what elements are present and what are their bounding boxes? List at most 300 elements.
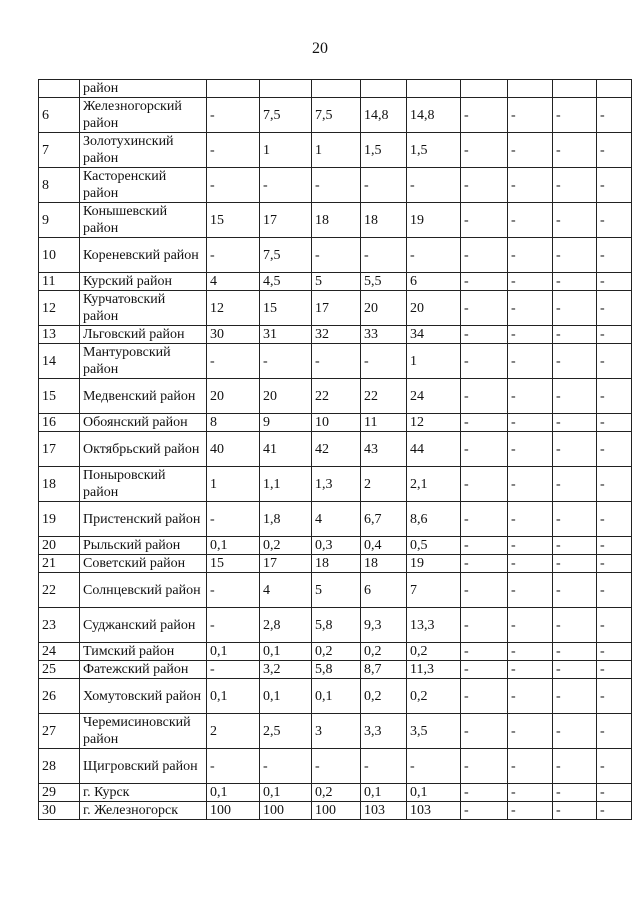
value-cell: - [553, 643, 597, 661]
value-cell: 5,5 [361, 273, 407, 291]
value-cell: 20 [361, 291, 407, 326]
value-cell: 9,3 [361, 608, 407, 643]
row-name-cell: Кореневский район [80, 238, 207, 273]
value-cell: - [312, 344, 361, 379]
value-cell: - [312, 238, 361, 273]
value-cell: 8 [207, 414, 260, 432]
row-name-cell: Солнцевский район [80, 573, 207, 608]
value-cell: - [461, 273, 508, 291]
value-cell: - [260, 749, 312, 784]
value-cell: 33 [361, 326, 407, 344]
value-cell: - [553, 98, 597, 133]
value-cell: - [508, 467, 553, 502]
table-row [39, 661, 632, 679]
value-cell: 22 [312, 379, 361, 414]
value-cell: - [461, 203, 508, 238]
table-row [39, 784, 632, 802]
value-cell: 0,2 [312, 643, 361, 661]
value-cell: - [312, 168, 361, 203]
value-cell: 0,2 [407, 679, 461, 714]
row-number-cell: 30 [39, 802, 80, 820]
value-cell: - [207, 608, 260, 643]
value-cell: - [207, 168, 260, 203]
value-cell: - [597, 414, 632, 432]
value-cell: 100 [260, 802, 312, 820]
value-cell: 18 [361, 203, 407, 238]
value-cell: - [597, 643, 632, 661]
table-cell [597, 80, 632, 98]
table-row [39, 643, 632, 661]
value-cell: 13,3 [407, 608, 461, 643]
value-cell: 18 [312, 555, 361, 573]
value-cell: - [260, 168, 312, 203]
table-row [39, 203, 632, 238]
value-cell: 0,2 [312, 784, 361, 802]
table-cell [553, 80, 597, 98]
row-number-cell: 13 [39, 326, 80, 344]
value-cell: - [597, 379, 632, 414]
value-cell: - [207, 661, 260, 679]
value-cell: 2,5 [260, 714, 312, 749]
value-cell: 0,1 [260, 643, 312, 661]
value-cell: - [361, 344, 407, 379]
value-cell: - [553, 344, 597, 379]
table-cell [508, 80, 553, 98]
row-name-cell: Льговский район [80, 326, 207, 344]
value-cell: - [553, 414, 597, 432]
row-number-cell: 27 [39, 714, 80, 749]
value-cell: 7,5 [260, 238, 312, 273]
value-cell: - [207, 98, 260, 133]
value-cell: 11,3 [407, 661, 461, 679]
value-cell: 0,1 [207, 537, 260, 555]
value-cell: - [553, 133, 597, 168]
value-cell: - [553, 784, 597, 802]
page-number: 20 [312, 40, 328, 57]
value-cell: - [508, 168, 553, 203]
value-cell: - [508, 643, 553, 661]
row-name-cell: Мантуровский район [80, 344, 207, 379]
row-name-cell: Пристенский район [80, 502, 207, 537]
row-name-cell: Хомутовский район [80, 679, 207, 714]
value-cell: - [508, 661, 553, 679]
table-row [39, 573, 632, 608]
row-name-cell: Фатежский район [80, 661, 207, 679]
value-cell: - [597, 133, 632, 168]
row-number-cell: 19 [39, 502, 80, 537]
value-cell: 19 [407, 555, 461, 573]
table-row [39, 98, 632, 133]
value-cell: - [508, 802, 553, 820]
table-cell [461, 80, 508, 98]
value-cell: 103 [361, 802, 407, 820]
value-cell: - [597, 661, 632, 679]
value-cell: 44 [407, 432, 461, 467]
value-cell: 24 [407, 379, 461, 414]
value-cell: - [597, 502, 632, 537]
value-cell: 1 [312, 133, 361, 168]
row-number-cell: 24 [39, 643, 80, 661]
table-row [39, 679, 632, 714]
value-cell: - [361, 168, 407, 203]
value-cell: - [508, 203, 553, 238]
value-cell: - [597, 168, 632, 203]
value-cell: - [260, 344, 312, 379]
row-name-cell: г. Курск [80, 784, 207, 802]
value-cell: 12 [407, 414, 461, 432]
value-cell: - [461, 326, 508, 344]
value-cell: 0,3 [312, 537, 361, 555]
value-cell: - [597, 679, 632, 714]
value-cell: 0,2 [361, 679, 407, 714]
row-name-cell: район [80, 80, 207, 98]
row-name-cell: Октябрьский район [80, 432, 207, 467]
value-cell: - [461, 714, 508, 749]
value-cell: - [461, 168, 508, 203]
value-cell: 3,3 [361, 714, 407, 749]
row-number-cell: 18 [39, 467, 80, 502]
table-cell [312, 80, 361, 98]
row-number-cell: 7 [39, 133, 80, 168]
value-cell: 7,5 [260, 98, 312, 133]
row-number-cell: 17 [39, 432, 80, 467]
value-cell: 1 [207, 467, 260, 502]
value-cell: - [461, 661, 508, 679]
value-cell: - [597, 555, 632, 573]
table-row [39, 467, 632, 502]
row-number-cell: 23 [39, 608, 80, 643]
row-number-cell: 9 [39, 203, 80, 238]
row-name-cell: Медвенский район [80, 379, 207, 414]
row-number-cell: 21 [39, 555, 80, 573]
value-cell: - [553, 502, 597, 537]
row-number-cell: 15 [39, 379, 80, 414]
row-name-cell: Конышевский район [80, 203, 207, 238]
table-row [39, 238, 632, 273]
table-cell [407, 80, 461, 98]
value-cell: - [207, 238, 260, 273]
value-cell: - [361, 238, 407, 273]
value-cell: - [553, 608, 597, 643]
value-cell: 6 [361, 573, 407, 608]
value-cell: 0,1 [361, 784, 407, 802]
value-cell: 0,1 [207, 679, 260, 714]
row-name-cell: Рыльский район [80, 537, 207, 555]
value-cell: - [508, 502, 553, 537]
value-cell: - [597, 203, 632, 238]
value-cell: 0,2 [260, 537, 312, 555]
value-cell: - [461, 98, 508, 133]
value-cell: 43 [361, 432, 407, 467]
value-cell: 12 [207, 291, 260, 326]
value-cell: 42 [312, 432, 361, 467]
value-cell: 17 [312, 291, 361, 326]
value-cell: - [461, 679, 508, 714]
value-cell: 20 [260, 379, 312, 414]
value-cell: - [508, 414, 553, 432]
value-cell: 5,8 [312, 661, 361, 679]
value-cell: - [553, 555, 597, 573]
row-number-cell: 29 [39, 784, 80, 802]
value-cell: 3,5 [407, 714, 461, 749]
row-number-cell: 26 [39, 679, 80, 714]
table-row [39, 537, 632, 555]
value-cell: - [508, 326, 553, 344]
value-cell: - [553, 168, 597, 203]
value-cell: - [461, 379, 508, 414]
value-cell: 10 [312, 414, 361, 432]
value-cell: 3,2 [260, 661, 312, 679]
value-cell: - [508, 238, 553, 273]
value-cell: - [597, 749, 632, 784]
value-cell: 1 [407, 344, 461, 379]
value-cell: 3 [312, 714, 361, 749]
value-cell: 103 [407, 802, 461, 820]
value-cell: - [461, 608, 508, 643]
value-cell: 2,8 [260, 608, 312, 643]
value-cell: - [553, 679, 597, 714]
table-row [39, 344, 632, 379]
value-cell: - [508, 344, 553, 379]
value-cell: 17 [260, 203, 312, 238]
table-row [39, 432, 632, 467]
value-cell: 0,1 [407, 784, 461, 802]
value-cell: 0,1 [207, 643, 260, 661]
value-cell: 2,1 [407, 467, 461, 502]
value-cell: - [508, 537, 553, 555]
value-cell: 9 [260, 414, 312, 432]
value-cell: - [553, 203, 597, 238]
value-cell: 34 [407, 326, 461, 344]
value-cell: - [207, 749, 260, 784]
value-cell: - [553, 432, 597, 467]
value-cell: 8,7 [361, 661, 407, 679]
value-cell: - [597, 784, 632, 802]
value-cell: - [508, 555, 553, 573]
value-cell: - [461, 555, 508, 573]
value-cell: - [461, 749, 508, 784]
value-cell: - [508, 679, 553, 714]
value-cell: - [461, 414, 508, 432]
value-cell: - [597, 714, 632, 749]
value-cell: - [461, 502, 508, 537]
value-cell: - [508, 608, 553, 643]
value-cell: - [553, 273, 597, 291]
row-name-cell: Курчатовский район [80, 291, 207, 326]
value-cell: 6,7 [361, 502, 407, 537]
value-cell: - [461, 573, 508, 608]
value-cell: - [553, 291, 597, 326]
value-cell: - [597, 432, 632, 467]
row-number-cell: 11 [39, 273, 80, 291]
value-cell: 5 [312, 273, 361, 291]
value-cell: - [553, 326, 597, 344]
value-cell: 0,1 [260, 679, 312, 714]
value-cell: - [461, 238, 508, 273]
value-cell: - [407, 749, 461, 784]
value-cell: 1,5 [361, 133, 407, 168]
row-number-cell: 10 [39, 238, 80, 273]
row-number-cell: 20 [39, 537, 80, 555]
row-name-cell: Курский район [80, 273, 207, 291]
value-cell: - [597, 608, 632, 643]
value-cell: - [461, 467, 508, 502]
value-cell: 18 [361, 555, 407, 573]
table-cell [361, 80, 407, 98]
value-cell: - [597, 802, 632, 820]
value-cell: - [461, 291, 508, 326]
row-name-cell: Касторенский район [80, 168, 207, 203]
value-cell: 4 [312, 502, 361, 537]
value-cell: - [207, 133, 260, 168]
value-cell: 1 [260, 133, 312, 168]
value-cell: - [597, 273, 632, 291]
value-cell: 1,8 [260, 502, 312, 537]
value-cell: 30 [207, 326, 260, 344]
value-cell: - [553, 573, 597, 608]
table-cell [207, 80, 260, 98]
value-cell: 1,3 [312, 467, 361, 502]
table-cell [39, 80, 80, 98]
row-name-cell: Поныровский район [80, 467, 207, 502]
table-row [39, 802, 632, 820]
value-cell: 4 [207, 273, 260, 291]
value-cell: 0,4 [361, 537, 407, 555]
value-cell: - [553, 714, 597, 749]
value-cell: - [597, 291, 632, 326]
value-cell: - [597, 238, 632, 273]
value-cell: - [508, 749, 553, 784]
row-name-cell: Тимский район [80, 643, 207, 661]
value-cell: - [597, 98, 632, 133]
table-row [39, 168, 632, 203]
value-cell: - [597, 467, 632, 502]
table-row [39, 502, 632, 537]
value-cell: 6 [407, 273, 461, 291]
value-cell: 0,1 [312, 679, 361, 714]
value-cell: - [407, 168, 461, 203]
table-body [39, 80, 632, 820]
value-cell: - [553, 238, 597, 273]
table-cell [260, 80, 312, 98]
value-cell: - [508, 714, 553, 749]
value-cell: 0,2 [407, 643, 461, 661]
value-cell: 100 [312, 802, 361, 820]
table-row [39, 714, 632, 749]
value-cell: - [361, 749, 407, 784]
value-cell: 22 [361, 379, 407, 414]
value-cell: 14,8 [407, 98, 461, 133]
value-cell: - [553, 802, 597, 820]
value-cell: - [508, 291, 553, 326]
row-number-cell: 8 [39, 168, 80, 203]
value-cell: - [508, 98, 553, 133]
value-cell: - [207, 573, 260, 608]
value-cell: 19 [407, 203, 461, 238]
value-cell: 0,1 [260, 784, 312, 802]
value-cell: 4 [260, 573, 312, 608]
value-cell: 7,5 [312, 98, 361, 133]
value-cell: 7 [407, 573, 461, 608]
value-cell: 5,8 [312, 608, 361, 643]
value-cell: - [553, 749, 597, 784]
row-name-cell: г. Железногорск [80, 802, 207, 820]
value-cell: - [461, 784, 508, 802]
value-cell: 1,5 [407, 133, 461, 168]
table-row-continuation [39, 80, 632, 98]
value-cell: 2 [361, 467, 407, 502]
value-cell: - [461, 432, 508, 467]
table-row [39, 555, 632, 573]
value-cell: - [597, 344, 632, 379]
value-cell: - [553, 661, 597, 679]
value-cell: - [508, 133, 553, 168]
value-cell: 31 [260, 326, 312, 344]
row-name-cell: Суджанский район [80, 608, 207, 643]
table-row [39, 379, 632, 414]
value-cell: - [312, 749, 361, 784]
value-cell: 41 [260, 432, 312, 467]
value-cell: 40 [207, 432, 260, 467]
value-cell: 100 [207, 802, 260, 820]
value-cell: - [407, 238, 461, 273]
value-cell: - [461, 643, 508, 661]
value-cell: 0,2 [361, 643, 407, 661]
row-number-cell: 25 [39, 661, 80, 679]
table-row [39, 749, 632, 784]
value-cell: 15 [207, 555, 260, 573]
value-cell: 17 [260, 555, 312, 573]
row-name-cell: Обоянский район [80, 414, 207, 432]
value-cell: 15 [207, 203, 260, 238]
value-cell: - [508, 784, 553, 802]
row-number-cell: 6 [39, 98, 80, 133]
value-cell: 8,6 [407, 502, 461, 537]
value-cell: 4,5 [260, 273, 312, 291]
value-cell: - [508, 273, 553, 291]
value-cell: - [461, 537, 508, 555]
table-row [39, 414, 632, 432]
value-cell: 5 [312, 573, 361, 608]
value-cell: - [597, 326, 632, 344]
value-cell: 15 [260, 291, 312, 326]
value-cell: 18 [312, 203, 361, 238]
table-row [39, 133, 632, 168]
row-name-cell: Черемисиновский район [80, 714, 207, 749]
value-cell: - [207, 344, 260, 379]
value-cell: - [508, 379, 553, 414]
data-table [38, 79, 632, 820]
value-cell: - [508, 432, 553, 467]
row-number-cell: 14 [39, 344, 80, 379]
value-cell: 0,5 [407, 537, 461, 555]
table-row [39, 273, 632, 291]
value-cell: - [553, 467, 597, 502]
value-cell: - [461, 344, 508, 379]
value-cell: 2 [207, 714, 260, 749]
value-cell: 20 [407, 291, 461, 326]
table-row [39, 608, 632, 643]
value-cell: - [597, 573, 632, 608]
value-cell: - [508, 573, 553, 608]
value-cell: - [553, 379, 597, 414]
value-cell: 0,1 [207, 784, 260, 802]
table-row [39, 326, 632, 344]
row-number-cell: 28 [39, 749, 80, 784]
value-cell: 11 [361, 414, 407, 432]
row-name-cell: Золотухинский район [80, 133, 207, 168]
row-number-cell: 12 [39, 291, 80, 326]
